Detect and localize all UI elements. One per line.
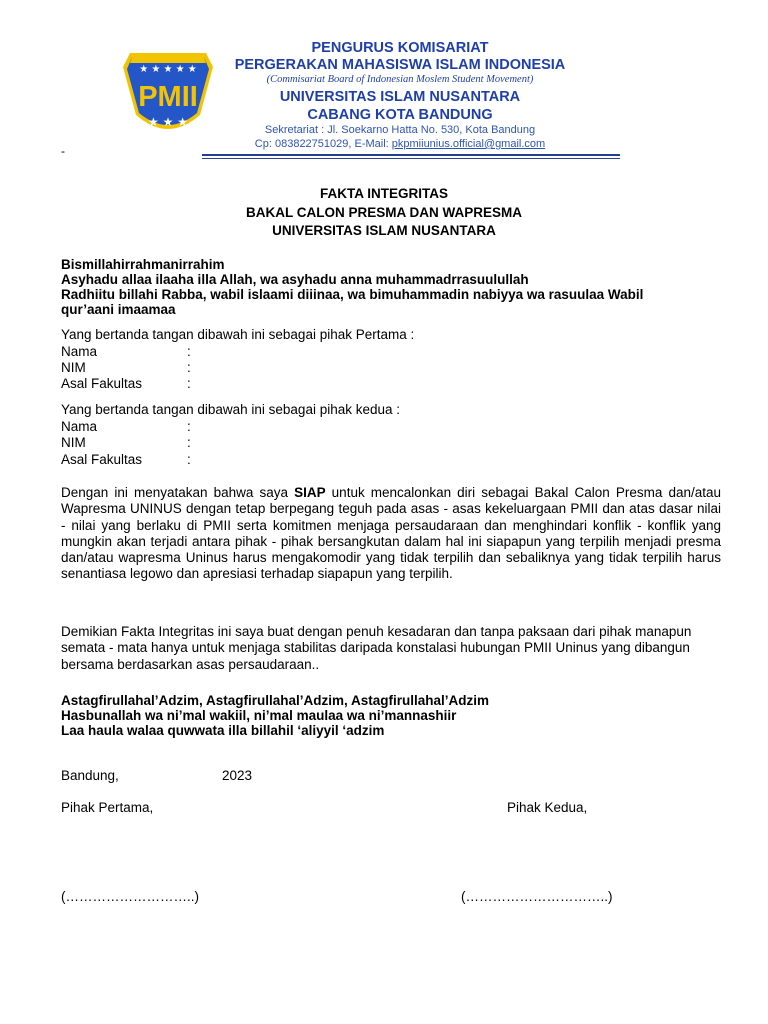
opening-syahadat: Asyhadu allaa ilaaha illa Allah, wa asyhadu anna muhammadrrasuulullah: [61, 272, 529, 287]
party2-fakultas-label: Asal Fakultas: [61, 452, 143, 467]
opening-quran: qur’aani imaamaa: [61, 302, 176, 317]
letterhead-address: Sekretariat : Jl. Soekarno Hatta No. 530, Kota Bandung: [264, 124, 536, 136]
letterhead-line-1: PENGURUS KOMISARIAT: [311, 40, 489, 56]
doa-line-2: Hasbunallah wa ni’mal wakiil, ni’mal maulaa wa ni’mannashiir: [61, 708, 457, 723]
stray-dash: -: [61, 144, 65, 158]
doa-line-1: Astagfirullahal’Adzim, Astagfirullahal’Adzim, Astagfirullahal’Adzim: [61, 693, 490, 708]
letterhead-line-2: PERGERAKAN MAHASISWA ISLAM INDONESIA: [234, 57, 566, 73]
letterhead-contact: [170, 138, 630, 150]
signature-year: 2023: [222, 768, 253, 783]
contact-email-link[interactable]: pkpmiiunius.official@gmail.com: [391, 138, 546, 150]
opening-radhiitu: Radhiitu billahi Rabba, wabil islaami diiinaa, wa bimuhammadin nabiyya wa rasuulaa Wabil: [61, 287, 644, 302]
document-title: FAKTA INTEGRITAS: [320, 186, 448, 201]
letterhead-university: UNIVERSITAS ISLAM NUSANTARA: [279, 89, 521, 105]
party2-intro: Yang bertanda tangan dibawah ini sebagai pihak kedua :: [61, 402, 401, 417]
svg-text:★ ★ ★: ★ ★ ★: [148, 115, 188, 129]
doa-line-3: Laa haula walaa quwwata illa billahil ‘aliyyil ‘adzim: [61, 723, 385, 738]
party1-fakultas-colon: :: [187, 376, 191, 391]
party2-nama-label: Nama: [61, 419, 98, 434]
party2-nim-colon: :: [187, 435, 191, 450]
document-subtitle: BAKAL CALON PRESMA DAN WAPRESMA: [245, 205, 522, 220]
closing-paragraph: Demikian Fakta Integritas ini saya buat dengan penuh kesadaran dan tanpa paksaan dari pihak manapun semata - mata hanya untuk menjaga stabilitas daripada konstalasi hubungan PMII Uninus yang dibangun bersama berdasarkan asas persaudaraan..: [61, 624, 692, 672]
party1-signature-label: Pihak Pertama,: [61, 800, 154, 815]
letterhead-rule-thick: [202, 154, 620, 156]
svg-text:★ ★ ★ ★ ★: ★ ★ ★ ★ ★: [139, 64, 197, 75]
party1-nama-colon: :: [187, 344, 191, 359]
document-university: UNIVERSITAS ISLAM NUSANTARA: [272, 223, 496, 238]
party2-nama-colon: :: [187, 419, 191, 434]
letterhead-english-subtitle: (Commisariat Board of Indonesian Moslem Student Movement): [266, 74, 534, 85]
party2-signature-label: Pihak Kedua,: [507, 800, 588, 815]
statement-emphasis: SIAP: [294, 485, 326, 500]
statement-paragraph: [61, 485, 721, 583]
statement-text-rest: untuk mencalonkan diri sebagai Bakal Calon Presma dan/atau Wapresma UNINUS dengan tetap berpegang teguh pada asas - asas kekeluargaan PMII dan atas dasar nilai - nilai yang berlaku di PMII serta komitmen menjaga persaudaraan dan menghindari konflik - konflik yang mungkin akan terjadi antara pihak - pihak bersangkutan dalam hal ini siapapun yang terpilih menjadi presma dan/atau wapresma Uninus harus mengakomodir yang tidak terpilih dan sebaliknya yang tidak terpilih harus senantiasa legowo dan apresiasi terhadap siapapun yang terpilih.: [61, 485, 721, 582]
party2-nim-label: NIM: [61, 435, 86, 450]
contact-phone: Cp: 083822751029, E-Mail:: [254, 138, 392, 150]
party2-signature-blank: (…………………………..): [461, 889, 613, 904]
party2-fakultas-colon: :: [187, 452, 191, 467]
statement-text-start: Dengan ini menyatakan bahwa saya: [61, 485, 295, 500]
party1-nama-label: Nama: [61, 344, 98, 359]
party1-nim-colon: :: [187, 360, 191, 375]
party1-signature-blank: (………………………..): [61, 889, 199, 904]
svg-text:PMII: PMII: [138, 81, 198, 113]
letterhead-branch: CABANG KOTA BANDUNG: [307, 107, 493, 123]
letterhead-rule-thin: [202, 158, 620, 159]
party1-fakultas-label: Asal Fakultas: [61, 376, 143, 391]
signature-place: Bandung,: [61, 768, 119, 783]
party1-nim-label: NIM: [61, 360, 86, 375]
opening-bismillah: Bismillahirrahmanirrahim: [61, 257, 225, 272]
party1-intro: Yang bertanda tangan dibawah ini sebagai pihak Pertama :: [61, 327, 415, 342]
